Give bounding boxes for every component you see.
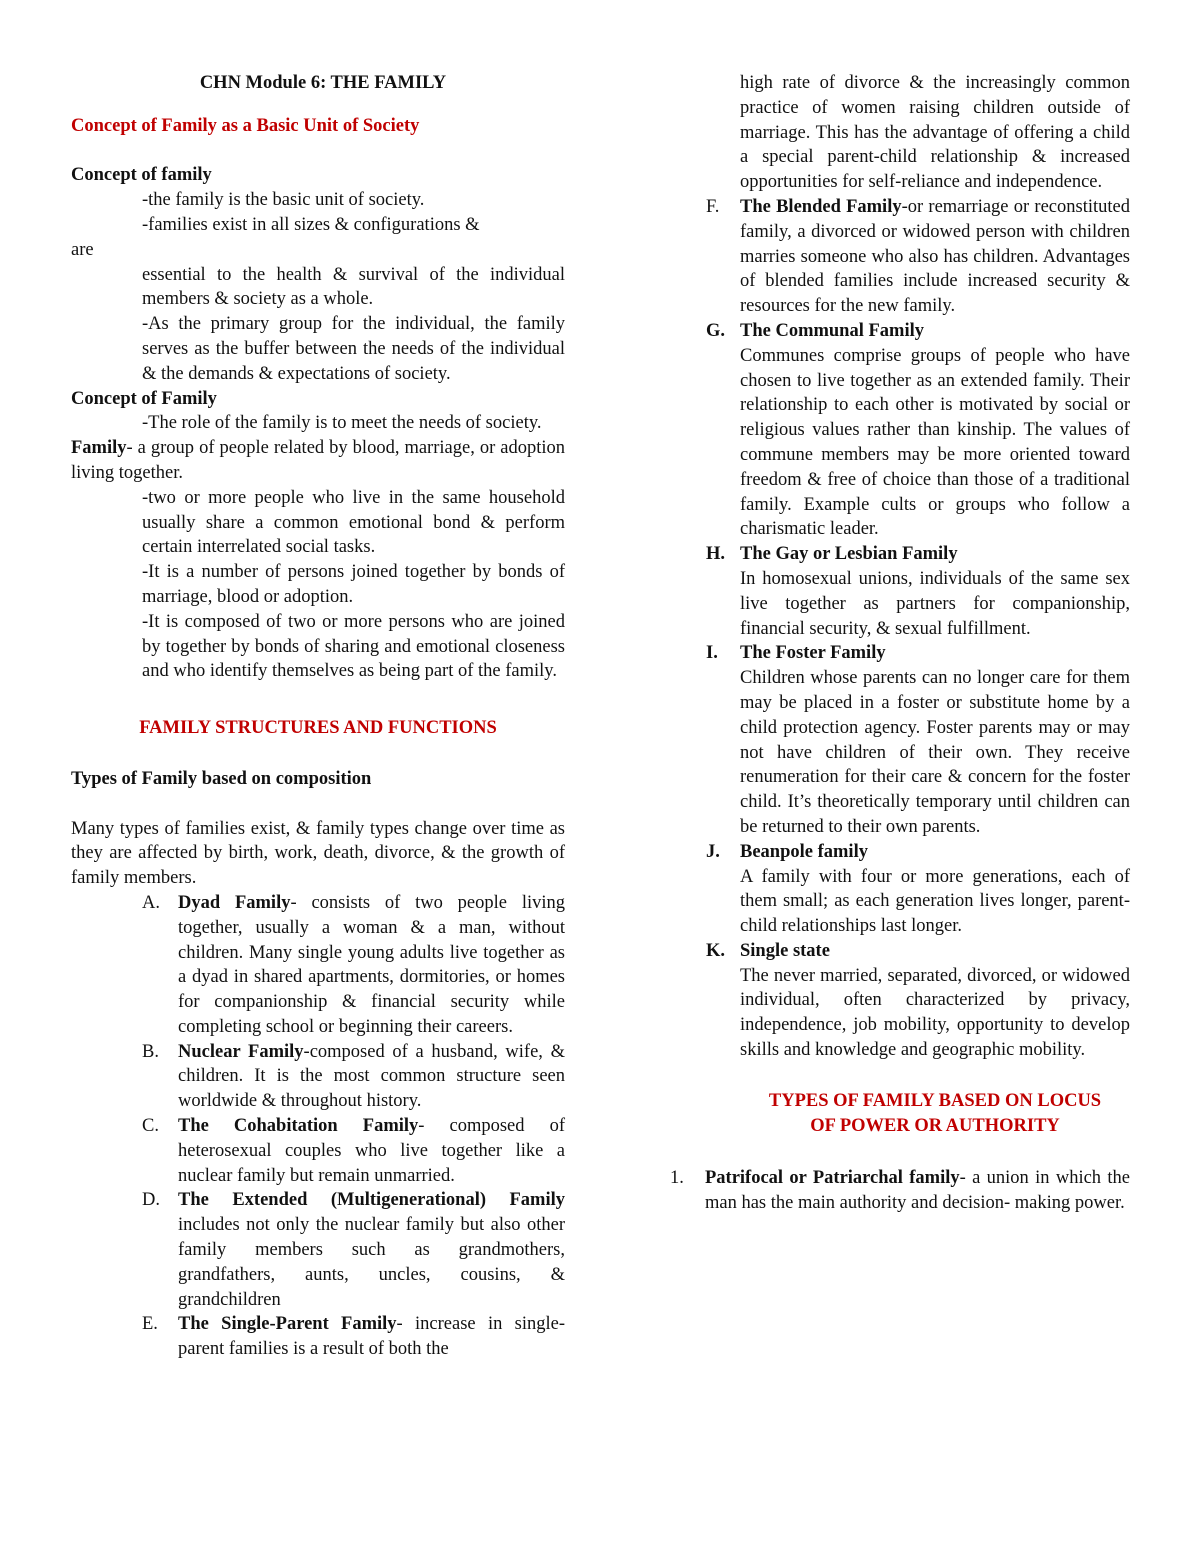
list-item <box>670 195 1130 319</box>
list-item <box>71 1114 565 1188</box>
locus-title-line2: OF POWER OR AUTHORITY <box>810 1115 1060 1136</box>
type-name: Nuclear Family <box>178 1041 304 1062</box>
type-desc: includes not only the nuclear family but also other family members such as grandmothers, grandfathers, aunts, uncles, cousins, & grandchildren <box>178 1215 565 1310</box>
type-desc: - a union in which the man has the main authority and decision- making power. <box>705 1168 1130 1214</box>
list-item <box>71 891 565 1040</box>
type-name: The Foster Family <box>740 643 886 664</box>
family-term: Family <box>71 438 127 459</box>
list-item <box>670 1166 1130 1216</box>
concept-line: are <box>71 239 94 260</box>
family-def-line: -two or more people who live in the same household usually share a common emotional bond & perform certain interrelated social tasks. <box>142 487 565 558</box>
left-column <box>71 71 565 1362</box>
list-item <box>71 1188 565 1312</box>
list-marker: G. <box>706 320 726 341</box>
type-desc: -or remarriage or reconstituted family, a divorced or widowed person with children marries someone who also has children. Advantages of blended families include increased security & resources for the new family. <box>740 196 1130 317</box>
type-name: The Single-Parent Family <box>178 1314 397 1335</box>
type-name: Patrifocal or Patriarchal family <box>705 1168 960 1189</box>
list-marker: K. <box>706 940 726 961</box>
concept-line: -The role of the family is to meet the needs of society. <box>142 413 542 434</box>
type-desc: The never married, separated, divorced, or widowed individual, often characterized by privacy, independence, job mobility, opportunity to develop skills and knowledge and geographic mobility. <box>740 965 1130 1061</box>
type-desc: Children whose parents can no longer care for them may be placed in a foster or substitute home by a child protection agency. Foster parents may or may not have children of their own. They receive renumeration for their care & concern for the foster child. It’s theoretically temporary until children can be returned to their own parents. <box>740 668 1130 837</box>
list-item <box>670 939 1130 1063</box>
types-heading: Types of Family based on composition <box>71 768 372 789</box>
type-name: The Extended (Multigenerational) Family <box>178 1190 565 1211</box>
family-definition <box>71 436 565 486</box>
list-marker: 1. <box>670 1168 684 1189</box>
type-name: Single state <box>740 940 830 961</box>
list-marker: H. <box>706 544 726 565</box>
concept-line: -families exist in all sizes & configurations & <box>142 214 480 235</box>
right-column <box>670 71 1130 1216</box>
list-item <box>670 319 1130 542</box>
concept-line: -As the primary group for the individual, the family serves as the buffer between the needs of the individual & the demands & expectations of society. <box>142 314 565 384</box>
list-item <box>670 840 1130 939</box>
list-marker: E. <box>142 1314 158 1335</box>
family-def-line: -It is a number of persons joined together by bonds of marriage, blood or adoption. <box>142 562 565 607</box>
type-desc: In homosexual unions, individuals of the same sex live together as partners for companionship, financial security, & sexual fulfillment. <box>740 568 1130 639</box>
locus-title-line1: TYPES OF FAMILY BASED ON LOCUS <box>768 1090 1102 1111</box>
type-desc: - consists of two people living together, usually a woman & a man, without children. Many single young adults live together as a dyad in shared apartments, dormitories, or homes for companionship & financial security while completing school or beginning their careers. <box>178 892 565 1037</box>
type-desc: - composed of heterosexual couples who live together like a nuclear family but remain unmarried. <box>178 1116 565 1186</box>
concept-family-heading-2: Concept of Family <box>71 388 217 409</box>
list-item <box>71 1312 565 1362</box>
family-def-text: - a group of people related by blood, marriage, or adoption living together. <box>71 438 565 483</box>
structures-title: FAMILY STRUCTURES AND FUNCTIONS <box>139 718 497 739</box>
list-item <box>670 641 1130 839</box>
concept-line: essential to the health & survival of the individual members & society as a whole. <box>142 264 565 310</box>
list-item <box>71 1040 565 1114</box>
concept-line: -the family is the basic unit of society. <box>142 190 425 211</box>
family-def-line: -It is composed of two or more persons who are joined by together by bonds of sharing and emotional closeness and who identify themselves as being part of the family. <box>142 611 565 682</box>
list-marker: I. <box>706 643 718 664</box>
type-name: The Cohabitation Family <box>178 1116 419 1137</box>
types-intro: Many types of families exist, & family types change over time as they are affected by birth, work, death, divorce, & the growth of family members. <box>71 818 565 889</box>
list-marker: A. <box>142 892 160 913</box>
document-title: CHN Module 6: THE FAMILY <box>199 73 447 93</box>
type-desc: Communes comprise groups of people who have chosen to live together as an extended family. Their relationship to each other is motivated by social or religious values rather than kinship. The values of commune members may be more oriented toward freedom & free of choice than those of a traditional family. Example cults or groups who follow a charismatic leader. <box>740 345 1130 540</box>
type-name: Beanpole family <box>740 841 868 862</box>
type-name: The Gay or Lesbian Family <box>740 544 958 565</box>
list-marker: F. <box>706 196 720 217</box>
list-marker: J. <box>706 841 720 862</box>
type-e-continued: high rate of divorce & the increasingly common practice of women raising children outside of marriage. This has the advantage of offering a child a special parent-child relationship & increased opportunities for self-reliance and independence. <box>740 73 1130 193</box>
list-marker: B. <box>142 1041 159 1062</box>
type-desc: A family with four or more generations, each of them small; as each generation lives longer, parent-child relationships last longer. <box>740 866 1130 937</box>
type-name: The Blended Family <box>740 196 902 217</box>
type-name: The Communal Family <box>740 320 924 341</box>
concept-section-title: Concept of Family as a Basic Unit of Society <box>71 115 420 136</box>
type-name: Dyad Family <box>178 892 291 913</box>
concept-family-heading: Concept of family <box>71 165 212 186</box>
type-desc: - increase in single-parent families is a result of both the <box>178 1314 565 1360</box>
list-marker: D. <box>142 1190 160 1211</box>
list-item <box>670 542 1130 641</box>
list-marker: C. <box>142 1116 159 1137</box>
type-desc: -composed of a husband, wife, & children. It is the most common structure seen worldwide & throughout history. <box>178 1041 565 1112</box>
